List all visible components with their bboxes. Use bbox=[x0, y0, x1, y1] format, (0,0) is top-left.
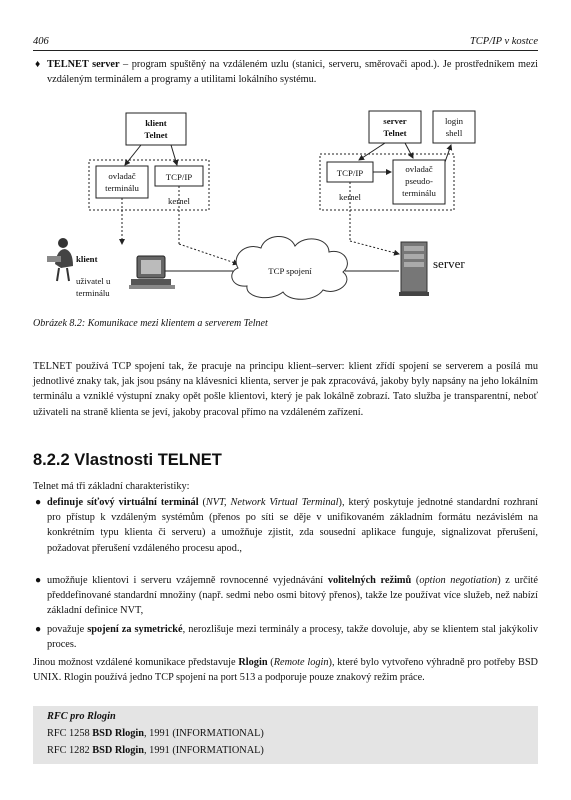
cloud-label: TCP spojení bbox=[268, 266, 312, 276]
computer-icon bbox=[129, 256, 175, 289]
intro-text: – program spuštěný na vzdáleném uzlu (stanici, serveru, směrovači apod.). Je prostředníkem mezi vzdáleným terminálem a programy a utilitami lokálního systému. bbox=[47, 59, 539, 86]
server-driver-line1: ovladač bbox=[405, 164, 433, 174]
bullet-icon: ● bbox=[35, 497, 42, 508]
client-telnet-line2: Telnet bbox=[144, 130, 168, 140]
figure-caption: Obrázek 8.2: Komunikace mezi klientem a serverem Telnet bbox=[33, 318, 268, 329]
server-driver-line3: terminálu bbox=[402, 188, 436, 198]
bullet-icon: ● bbox=[35, 575, 42, 586]
server-driver-line2: pseudo- bbox=[405, 176, 433, 186]
server-kernel-label: kernel bbox=[339, 192, 361, 202]
page-number: 406 bbox=[33, 36, 49, 47]
list-item: ● umožňuje klientovi i serveru vzájemně rovnocenné vyjednávání volitelných režimů (option negotiation) z určité předdefinované standardní množiny (např. sedmi nebo osmi bitový přenos), takže lze používat více služeb, než nabízí základní definice NVT, bbox=[35, 575, 538, 617]
user-icon bbox=[47, 238, 73, 281]
running-header bbox=[33, 36, 538, 51]
paragraph-2: Telnet má tři základní charakteristiky: bbox=[33, 481, 190, 492]
paragraph-1: TELNET používá TCP spojení tak, že pracuje na principu klient–server: klient zřídí spojení se serverem a posílá mu jednotlivé znaky tak, jak jsou psány na klávesnici klienta, server je pak zpracovává, jakoby byly napsány na jeho lokálním terminálu a vzniklé výstupní znaky opět pošle klientovi, který je pak lokálně zobrazí. Tato služba je transparentní, neboť uživateli na straně klienta se jeví, jakoby pracoval přímo na vzdáleném zařízení. bbox=[33, 361, 538, 418]
client-tcpip-label: TCP/IP bbox=[165, 172, 193, 182]
client-driver-line1: ovladač bbox=[108, 171, 136, 181]
intro-term: TELNET server bbox=[47, 59, 120, 70]
server-tcpip-label: TCP/IP bbox=[336, 168, 364, 178]
bullet-icon: ● bbox=[35, 624, 42, 635]
server-label: server bbox=[433, 256, 465, 271]
list-item: ● považuje spojení za symetrické, nerozlišuje mezi terminály a procesy, takže dovoluje, aby se klientem stal jakýkoliv proces. bbox=[35, 624, 538, 651]
rfc-box bbox=[33, 706, 538, 764]
rfc-row: RFC 1258 BSD Rlogin, 1991 (INFORMATIONAL) bbox=[47, 728, 264, 739]
login-shell-line2: shell bbox=[445, 128, 463, 138]
login-shell-line1: login bbox=[444, 116, 464, 126]
client-driver-line2: terminálu bbox=[105, 183, 139, 193]
diamond-bullet-icon: ♦ bbox=[35, 59, 41, 70]
client-kernel-label: kernel bbox=[168, 196, 190, 206]
client-telnet-line1: klient bbox=[145, 118, 167, 128]
list-item: ● definuje síťový virtuální terminál (NVT, Network Virtual Terminal), který poskytuje jednotné standardní rozhraní pro přístup k vzdáleným systémům (přenos po síti se děje v unifikovaném základním formátu nezávislém na konkrétním typu klienta či serveru) a umožňuje zjistit, zda sousední aplikace funguje, signalizovat přerušení, požadovat přerušení vzdáleného procesu apod., bbox=[35, 497, 538, 554]
telnet-diagram bbox=[33, 96, 513, 308]
client-user-line2: terminálu bbox=[76, 288, 110, 298]
book-title: TCP/IP v kostce bbox=[469, 36, 538, 47]
intro-bullet bbox=[33, 57, 538, 87]
server-tower-icon bbox=[399, 242, 429, 296]
paragraph-3: Jinou možnost vzdálené komunikace představuje Rlogin (Remote login), které bylo vytvořeno výhradně pro potřeby BSD UNIX. Rlogin používá jedno TCP spojení na port 513 a podporuje pouze znakový režim práce. bbox=[33, 657, 538, 684]
rfc-box-title: RFC pro Rlogin bbox=[47, 711, 116, 722]
server-telnet-line2: Telnet bbox=[383, 128, 407, 138]
server-telnet-line1: server bbox=[383, 116, 407, 126]
section-heading: 8.2.2 Vlastnosti TELNET bbox=[33, 451, 222, 469]
client-user-line1: uživatel u bbox=[76, 276, 111, 286]
client-label: klient bbox=[76, 254, 98, 264]
rfc-row: RFC 1282 BSD Rlogin, 1991 (INFORMATIONAL) bbox=[47, 745, 264, 756]
